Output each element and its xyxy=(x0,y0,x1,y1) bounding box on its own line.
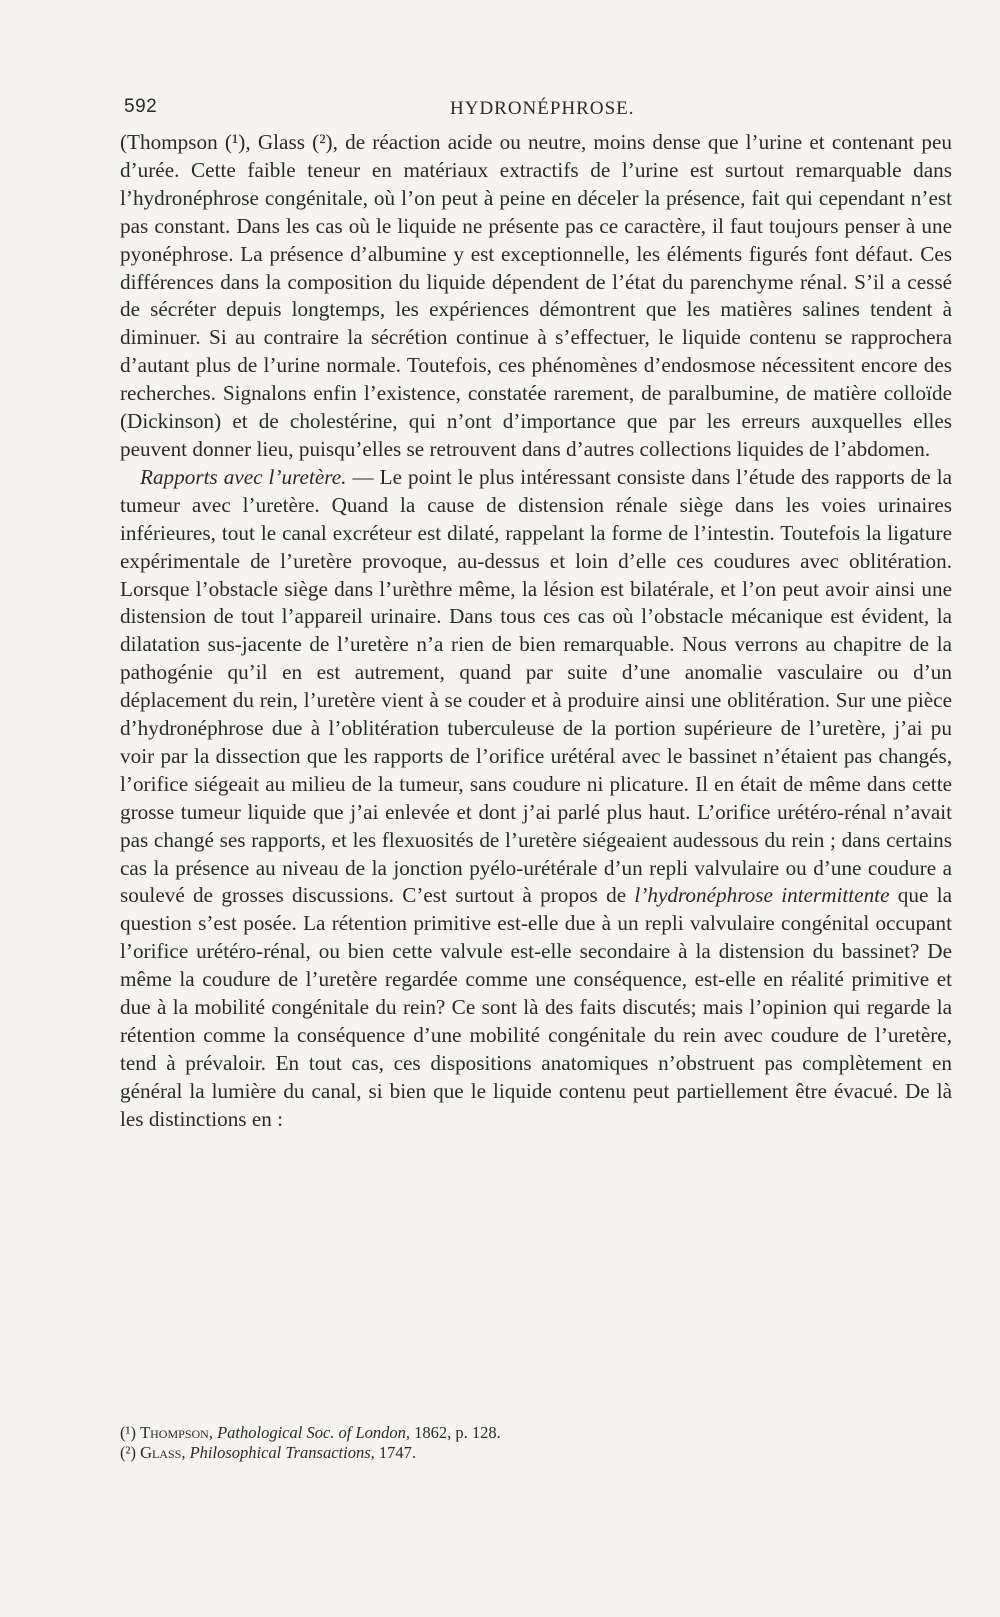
footnote-2-work: Philosophical Transactions, xyxy=(189,1443,375,1462)
footnotes xyxy=(120,1423,952,1463)
footnote-2-marker: (²) xyxy=(120,1443,136,1462)
paragraph-1: (Thompson (¹), Glass (²), de réaction acide ou neutre, moins dense que l’urine et contenant peu d’urée. Cette faible teneur en matériaux extractifs de l’urine est surtout remarquable dans l’hydronéphrose congénitale, où l’on peut à peine en déceler la présence, fait qui cependant n’est pas constant. Dans les cas où le liquide ne présente pas ce caractère, il faut toujours penser à une pyonéphrose. La présence d’albumine y est exceptionnelle, les éléments figurés font défaut. Ces différences dans la composition du liquide dépendent de l’état du parenchyme rénal. S’il a cessé de sécréter depuis longtemps, les expériences démontrent que les matières salines tendent à diminuer. Si au contraire la sécrétion continue à s’effectuer, le liquide contenu se rapprochera d’autant plus de l’urine normale. Toutefois, ces phénomènes d’endosmose nécessitent encore des recherches. Signalons enfin l’existence, constatée rarement, de paralbumine, de matière colloïde (Dickinson) et de cholestérine, qui n’ont d’importance que par les erreurs auxquelles elles peuvent donner lieu, puisqu’elles se retrouvent dans d’autres collections liquides de l’abdomen. xyxy=(120,130,952,461)
footnote-2-rest: 1747. xyxy=(374,1443,417,1462)
emphasis-hydronephrose: l’hydronéphrose intermittente xyxy=(634,883,890,908)
paragraph-2-text-b: que la question s’est posée. La rétention primitive est-elle due à un repli valvulaire congénital occupant l’orifice urétéro-rénal, ou bien cette valvule est-elle secondaire à la distension du bassinet? De même la coudure de l’uretère regardée comme une conséquence, est-elle en réalité primitive et due à la mobilité congénitale du rein? Ce sont là des faits discutés; mais l’opinion qui regarde la rétention comme la conséquence d’une mobilité congénitale du rein avec coudure de l’uretère, tend à prévaloir. En tout cas, ces dispositions anatomiques n’obstruent pas complètement en général la lumière du canal, si bien que le liquide contenu peut partiellement être évacué. De là les distinctions en : xyxy=(120,883,952,1131)
running-title: HYDRONÉPHROSE. xyxy=(450,98,635,119)
paragraph-2-text-a: — Le point le plus intéressant consiste dans l’étude des rapports de la tumeur avec l’uretère. Quand la cause de distension rénale siège dans les voies urinaires inférieures, tout le canal excréteur est dilaté, rappelant la forme de l’intestin. Toutefois la ligature expérimentale de l’uretère provoque, au-dessus et loin d’elle ces coudures avec oblitération. Lorsque l’obstacle siège dans l’urèthre même, la lésion est bilatérale, et l’on peut avoir ainsi une distension de tout l’appareil urinaire. Dans tous ces cas où l’obstacle mécanique est évident, la dilatation sus-jacente de l’uretère n’a rien de bien remarquable. Nous verrons au chapitre de la pathogénie qu’il en est autrement, quand par suite d’une anomalie vasculaire ou d’un déplacement du rein, l’uretère vient à se couder et à produire ainsi une oblitération. Sur une pièce d’hydronéphrose due à l’oblitération tuberculeuse de la portion supérieure de l’uretère, j’ai pu voir par la dissection que les rapports de l’orifice urétéral avec le bassinet n’étaient pas changés, l’orifice siégeait au milieu de la tumeur, sans coudure ni plicature. Il en était de même dans cette grosse tumeur liquide que j’ai enlevée et dont j’ai parlé plus haut. L’orifice urétéro-rénal n’avait pas changé ses rapports, et les flexuosités de l’uretère siégeaient audessous du rein ; dans certains cas la présence au niveau de la jonction pyélo-urétérale d’un repli valvulaire ou d’une coudure a soulevé de grosses discussions. C’est surtout à propos de xyxy=(120,464,952,908)
footnote-1-marker: (¹) xyxy=(120,1423,136,1442)
footnote-1 xyxy=(120,1423,952,1443)
footnote-1-work: Pathological Soc. of London, xyxy=(217,1423,411,1442)
footnote-1-rest: 1862, p. 128. xyxy=(410,1423,501,1442)
page-number: 592 xyxy=(124,96,158,117)
footnote-2-author: Glass, xyxy=(140,1443,186,1462)
footnote-1-author: Thompson, xyxy=(140,1423,213,1442)
page-header xyxy=(124,96,950,124)
footnote-2 xyxy=(120,1443,952,1463)
body-text xyxy=(120,129,952,1134)
section-heading-rapports: Rapports avec l’uretère. xyxy=(140,464,347,489)
paragraph-2 xyxy=(120,464,952,1134)
